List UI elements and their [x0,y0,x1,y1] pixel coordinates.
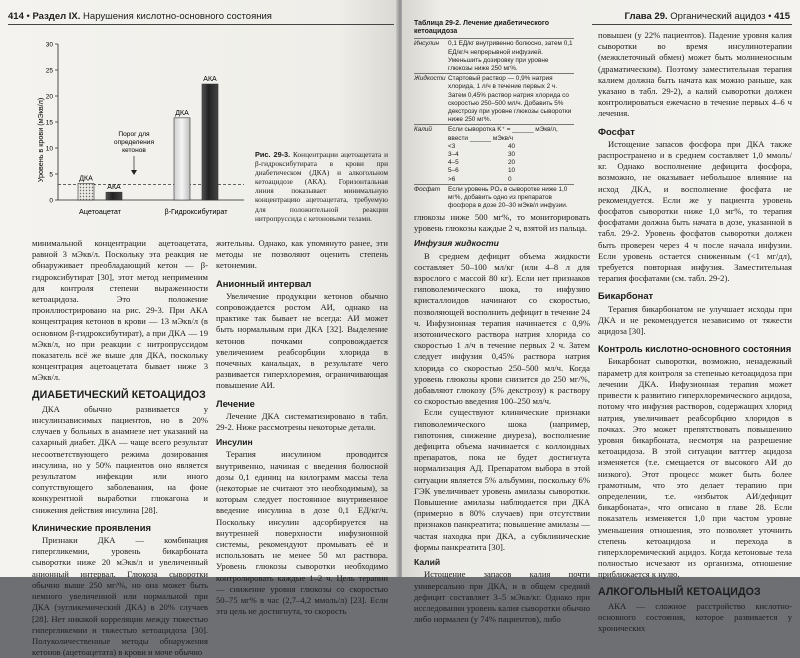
subtable-cell: >6 [448,175,456,183]
y-tick-label: 5 [49,171,53,179]
paragraph: В среднем дефицит объема жидкости составляет 50–100 мл/кг (или 4–8 л для взрослого с массой 80 кг). Если нет признаков гиповолемического шока, то инфузию кристаллоидов начинают со скоростью, позволяющей восполнить дефицит в течение 24 ч. Инфузионная терапия начинается с 0,9% изотонического раствора натрия хлорида со скоростью 1 л/ч в течение первых 2 ч. Затем следует инфузия 0,45% раствора натрия хлорида со скоростью 250–500 мл/ч. Когда уровень глюкозы крови снизится до 250 мг/%, добавляют глюкозу (5% декстрозу) к раствору со скоростью введения 100–250 мл/ч. [414,250,590,407]
subtable-row [448,176,574,184]
paragraph: глюкозы ниже 500 мг%, то мониторировать уровень глюкозы каждые 2 ч, взятой из пальца. [414,212,590,234]
subtable-cell: <3 [448,142,456,150]
left-page [0,0,398,658]
y-tick-label: 0 [49,197,53,205]
table-row [414,184,574,211]
left-page-number: 414 [8,11,24,22]
x-group-label: Ацетоацетат [79,207,121,216]
heading-phosphate: Фосфат [598,125,635,137]
left-page-column-2 [216,238,388,617]
subtable-cell: 10 [508,167,516,175]
x-group-label: β-Гидроксибутират [164,207,228,216]
subtable-cell: 5–6 [448,167,459,175]
treatment-table [414,20,574,210]
chart-bar [78,183,94,200]
heading-fluids: Инфузия жидкости [414,238,499,249]
header-rule [592,24,792,25]
right-page-number: 415 [774,11,790,22]
paragraph: Терапия бикарбонатом не улучшает исходы при ДКА и не рекомендуется независимо от тяжести ацидоза [30]. [598,303,792,337]
right-page-column-2 [598,30,792,634]
threshold-label-1: Порог для [118,131,150,138]
paragraph: Если существуют клинические признаки гиповолемического шока (например, гипотония, снижение диуреза), восполнение дефицита объема начинается с коллоидных препаратов, пока не будет достигнута нормализация АД. Препаратом выбора в этой ситуации является 5% альбумин, поскольку 6% ГЭК увеличивает уровень амилазы сыворотки. Повышение амилазы наблюдается при ДКА (примерно в 80% случаев) при отсутствии признаков панкреатита; повышение амилазы — частая находка при ДКА, а субклинические формы панкреатита [30]. [414,407,590,552]
subtable-cell: 4–5 [448,159,459,167]
paragraph: Терапия инсулином проводится внутривенно, начиная с введения болюсной дозы 0,1 единиц на килограмм массы тела (некоторые не считают это необходимым), за которым следует постоянное внутривенное введение инсулина в дозе 0,1 ЕД/кг/ч. Поскольку инсулин адсорбируется на внутренней поверхности инфузионной системы, рекомендуют промывать её и использовать не менее 50 мл раствора. Уровень глюкозы сыворотки необходимо контролировать каждые 1–2 ч. Цель терапии — снижение уровня глюкозы со скоростью 50–75 мг% в час (2,7–4,2 ммоль/л) [23]. Если эта цель не достигнута, то скорость [216,449,388,617]
bar-chart-figure [34,30,252,226]
threshold-label-3: кетонов [122,147,146,154]
table-row [414,73,574,124]
table-row-label: Жидкости [414,75,446,83]
header-bullet: • [768,11,772,22]
paragraph: минимальной концентрации ацетоацетата, равной 3 мЭкв/л. Поскольку эта реакция не обнаруживает преобладающий кетон — β-гидроксибутират [30], этот метод неприменим для контроля степени выраженности кетоацидоза. Это положение проиллюстрировано на рис. 29-3. При АКА концентрация кетонов в крови — 13 мЭкв/л (в основном β-гидроксибутират), а при ДКА — 19 мЭкв/л, но при реакции с нитропруссидом показатель всё же выше для ДКА, поскольку концентрация ацетоацетата бывает ниже 3 мЭкв/л. [32,238,208,383]
subtable-row [448,159,574,167]
subtable-row [448,151,574,159]
y-ticks [46,42,58,205]
paragraph: АКА — сложное расстройство кислотно-основного состояния, которое развивается у хронических [598,600,792,634]
header-bullet: • [26,11,30,22]
subtable-row [448,143,574,151]
table-row-text: Стартовый раствор — 0,9% натрия хлорида, 1 л/ч в течение первых 2 ч. Затем 0,45% раствор натрия хлорида со скоростью 250–500 мл/ч. Добавить 5% декстрозу при уровне глюкозы сыворотки ниже 250 мг%. [448,75,572,124]
heading-aka: АЛКОГОЛЬНЫЙ КЕТОАЦИДОЗ [598,585,761,598]
left-page-column-1 [32,238,208,658]
heading-treatment: Лечение [216,397,255,409]
bar-label: АКА [203,76,217,84]
table-row [414,38,574,73]
subtable-cell: 40 [508,142,516,150]
left-running-header [8,11,272,22]
subtable-cell: 0 [508,175,512,183]
right-page [402,0,800,634]
y-tick-label: 10 [45,145,53,153]
section-label: Раздел IX. [32,11,81,22]
subtable-row [448,167,574,175]
bar-label: ДКА [79,175,93,183]
heading-clinical: Клинические проявления [32,521,151,533]
heading-dka: ДИАБЕТИЧЕСКИЙ КЕТОАЦИДОЗ [32,388,206,401]
threshold-arrowhead [131,170,137,175]
table-row-label: Фосфат [414,185,441,193]
paragraph: Бикарбонат сыворотки, возможно, ненадежный параметр для контроля за степенью кетоацидоза при лечении ДКА. Инфузионная терапия может привести к развитию гиперхлоремического ацидоза, потому что инфузия растворов, содержащих хлорид натрия, увеличивает реабсорбцию хлоридов в почках. Это может препятствовать повышению уровня бикарбоната, несмотря на разрешение кетоацидоза. В этой ситуации ватттер ацидоза изменяется (т.е. смещается от высокого АИ до низкого). Этот процесс может быть более грамотным, что это делает терапию при определении, т.е. «избыток АИ/дефицит бикарбоната», что описано в главе 28. Если показатель изменяется 1,0 при частом уровне уменьшения отношения, это позволяет уточнить степень кетоацидоза и перехода в гиперхлоремический ацидоз. Когда кетоновые тела полностью исчезают из организма, отношение приближается к нулю. [598,356,792,580]
paragraph: Истощение запасов фосфора при ДКА также распространено и в среднем составляет 1,0 ммоль/кг. Однако восполнение дефицита фосфора, возможно, не оказывает небольшое влияние на исход ДКА, и восполнение фосфата не рекомендуется. Если же у пациента уровень фосфатов сыворотки ниже 1,0 мг%, то терапия фосфатами должна быть начата в дозе, указанной в табл. 29-2. Уровень фосфатов сыворотки должен быть проверен через 4 ч после начала инфузии. Если уровень остается сниженным (<1 мг/дл), требуется повторная инфузия. Заместительная терапия фосфатами (см. табл. 29-2). [598,138,792,284]
chart-bar [174,118,190,200]
caption-label: Рис. 29-3. [255,150,291,159]
table-row-text: Если сыворотка K⁺ = ______ мЭкв/л, ввести ______ мЭкв/ч [448,126,558,142]
table-title: Таблица 29-2. Лечение диабетического кетоацидоза [414,20,550,36]
right-running-header [625,11,790,22]
threshold-label-2: определения [113,139,155,146]
subtable-cell: 3–4 [448,151,459,159]
y-tick-label: 20 [45,93,53,101]
y-tick-label: 25 [45,67,53,75]
table-row-text: 0,1 ЕД/кг внутривенно болюсно, затем 0,1 ЕД/кг/ч непрерывной инфузией. Уменьшить дозировку при уровне глюкозы ниже 250 мг%. [448,40,573,73]
bar-label: АКА [107,184,121,192]
bar-label: ДКА [175,109,189,117]
paragraph: Признаки ДКА — комбинация гипергликемии, уровень бикарбоната сыворотки ниже 20 мЭкв/л и увеличенный анионный интервал. Глюкоза сыворотки обычно выше 250 мг/%, но она может быть немного увеличенной или нормальной при ДКА (эугликемический ДКА) в 20% случаев [28]. Нет никакой корреляции между тяжестью гипергликемии и тяжестью кетоацидоза [30]. Полуколичественные методы обнаружения кетонов (ацетоацетата) в крови и моче обычно [32,535,208,658]
paragraph: повышен (у 22% пациентов). Падение уровня калия сыворотки во время инсулинотерапии (межклеточный обмен) может быть молниеносным (драматическим). Поэтому заместительная терапия калием должна быть начата как можно раньше, как указано в табл. 29-2), а калий сыворотки должен контролироваться ежечасно в течение первых 4–6 ч лечения. [598,30,792,119]
chapter-label: Глава 29. [624,11,668,22]
heading-bicarbonate: Бикарбонат [598,290,654,302]
paragraph: Истощение запасов калия почти универсально при ДКА, и в общем средний дефицит составляет 3–5 мЭкв/кг. Однако при исследовании уровень калия сыворотки обычно либо нормален (у 74% пациентов), либо [414,569,590,625]
table-row-text: Если уровень PO₄ в сыворотке ниже 1,0 мг%, добавить одно из препаратов фосфора в дозе 20–30 мЭкв/л инфузии. [448,185,568,210]
right-page-column-1 [414,212,590,625]
caption-text: Концентрации ацетоацетата и β-гидроксибутирата в крови при диабетическом (ДКА) и алкогольном кетоацидозе (АКА). Горизонтальная линия показывает минимальную концентрацию ацетоацетата, требуемую для положительной реакции нитропруссида с кетоновыми телами. [255,150,388,223]
paragraph: ДКА обычно развивается у инсулинзависимых пациентов, но в 20% случаев у больных в анамнезе нет указаний на сахарный диабет. ДКА — чаще всего результат несоответствующего режима дозирования инсулина, но у 50% пациентов оно является результатом инфекции или иного сопутствующего заболевания, на фоне конкурентной выработки глюкагона и снижения действия инсулина [28]. [32,403,208,515]
paragraph: жительны. Однако, как упомянуто ранее, эти методы не позволяют оценить степень кетонемии. [216,238,388,271]
chapter-title: Органический ацидоз [670,11,766,22]
heading-insulin: Инсулин [216,437,253,448]
header-rule [8,24,394,25]
y-axis-label: Уровень в крови (мЭкв/л) [36,97,45,183]
paragraph: Увеличение продукции кетонов обычно сопровождается ростом АИ, однако на практике так бывает не всегда: АИ может быть нормальным при ДКА [32]. Выделение кетонов почками сопровождается увеличением реабсорбции хлорида в почечных канальцах, в результате чего развивается гиперхлоремия, ограничивающая повышение АИ. [216,290,388,391]
heading-acid-base-control: Контроль кислотно-основного состояния [598,343,792,355]
paragraph: Лечение ДКА систематизировано в табл. 29-2. Ниже рассмотрены некоторые детали. [216,410,388,433]
figure-caption [255,150,388,223]
table-row [414,124,574,142]
table-row-label: Инсулин [414,40,440,48]
subtable-cell: 20 [508,159,516,167]
heading-potassium: Калий [414,557,441,568]
heading-anion-gap: Анионный интервал [216,277,312,289]
y-tick-label: 30 [45,41,53,49]
chart-bar [202,84,218,200]
chart-bar [106,192,122,200]
subtable-cell: 30 [508,151,516,159]
potassium-subtable [414,143,574,184]
section-title: Нарушения кислотно-основного состояния [83,11,272,22]
y-tick-label: 15 [45,119,53,127]
table-row-label: Калий [414,126,432,134]
